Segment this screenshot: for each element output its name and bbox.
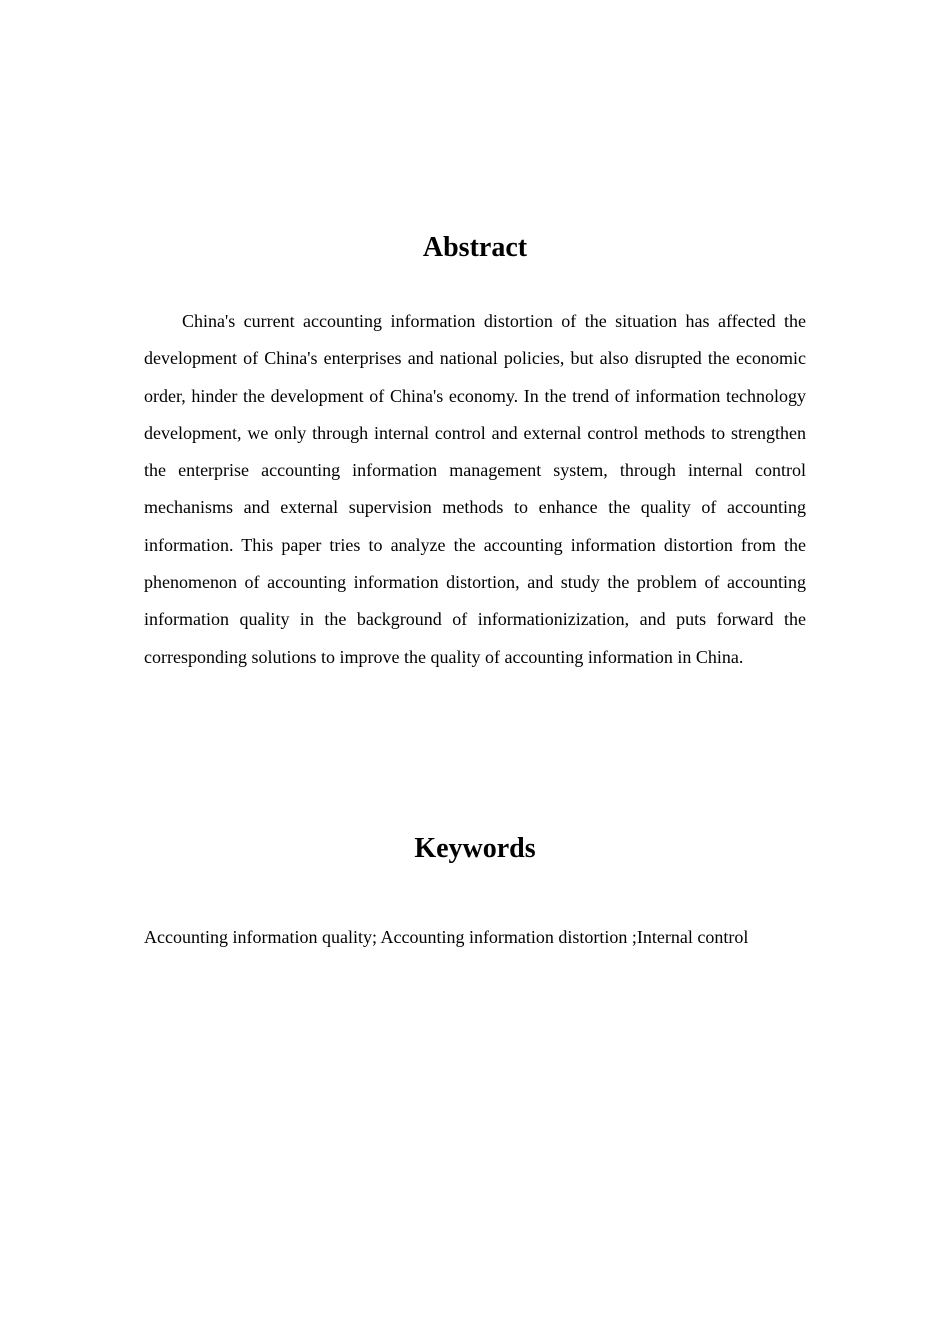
keywords-text: Accounting information quality; Accounting information distortion ;Internal control — [144, 927, 749, 947]
abstract-heading: Abstract — [422, 232, 528, 263]
abstract-paragraph: China's current accounting information distortion of the situation has affected the development of China's enterprises and national policies, but also disrupted the economic order, hinder the development of China's economy. In the trend of information technology development, we only through internal control and external control methods to strengthen the enterprise accounting information management system, through internal control mechanisms and external supervision methods to enhance the quality of accounting information. This paper tries to analyze the accounting information distortion from the phenomenon of accounting information distortion, and study the problem of accounting information quality in the background of informationizization, and puts forward the corresponding solutions to improve the quality of accounting information in China. — [144, 311, 806, 667]
keywords-heading: Keywords — [414, 833, 536, 864]
